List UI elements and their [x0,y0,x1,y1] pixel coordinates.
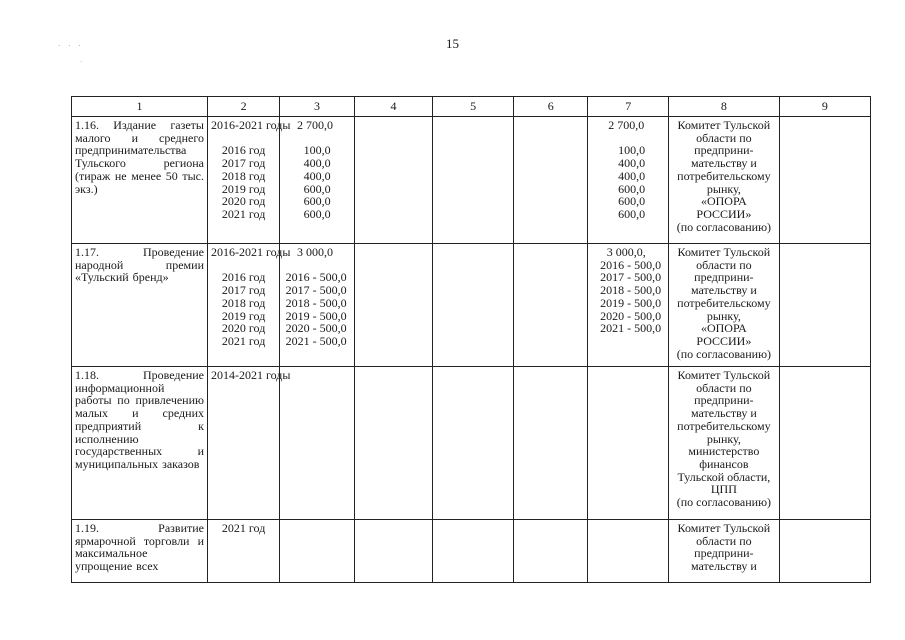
scan-artifact-mark: · [80,58,83,66]
empty-cell [433,520,514,583]
empty-cell [514,244,588,367]
responsible-parties: Комитет Тульской области по предприни- мательству и потребительскому рынку, министерство финансов Тульской области, ЦПП (по согласованию) [669,367,780,520]
empty-cell [354,117,433,244]
empty-cell [280,367,354,520]
measure-description: 1.17. Проведение народной премии «Тульский бренд» [72,244,208,367]
empty-cell [354,520,433,583]
empty-cell [588,367,669,520]
empty-cell [588,520,669,583]
scan-artifact-marks: · · · [58,42,84,50]
empty-cell [514,520,588,583]
empty-cell [779,117,870,244]
column-header: 9 [779,97,870,117]
measure-description: 1.16. Издание газеты малого и среднего предпринимательства Тульского региона (тираж не менее 50 тыс. экз.) [72,117,208,244]
table-row [72,244,871,367]
page-number: 15 [446,36,459,51]
table-row [72,367,871,520]
funding-total-column-3: 2 700,0 100,0 400,0 400,0 600,0 600,0 600,0 [280,117,354,244]
empty-cell [779,520,870,583]
funding-column-7: 3 000,0, 2016 - 500,0 2017 - 500,0 2018 - 500,0 2019 - 500,0 2020 - 500,0 2021 - 500,0 [588,244,669,367]
column-header: 6 [514,97,588,117]
empty-cell [433,244,514,367]
column-header: 5 [433,97,514,117]
empty-cell [433,367,514,520]
table-row [72,520,871,583]
responsible-parties: Комитет Тульской области по предприни- мательству и [669,520,780,583]
funding-total-column-3: 3 000,0 2016 - 500,0 2017 - 500,0 2018 - 500,0 2019 - 500,0 2020 - 500,0 2021 - 500,0 [280,244,354,367]
column-header: 2 [208,97,280,117]
measure-period: 2016-2021 годы 2016 год 2017 год 2018 год 2019 год 2020 год 2021 год [208,244,280,367]
column-header: 8 [669,97,780,117]
measure-description: 1.19. Развитие ярмарочной торговли и максимальное упрощение всех [72,520,208,583]
measure-description: 1.18. Проведение информационной работы по привлечению малых и средних предприятий к исполнению государственных и муниципальных заказов [72,367,208,520]
responsible-parties: Комитет Тульской области по предприни- мательству и потребительскому рынку, «ОПОРА РОССИИ» (по согласованию) [669,244,780,367]
empty-cell [779,244,870,367]
funding-column-7: 2 700,0 100,0 400,0 400,0 600,0 600,0 600,0 [588,117,669,244]
column-header: 1 [72,97,208,117]
measure-period: 2014-2021 годы [208,367,280,520]
measure-period: 2021 год [208,520,280,583]
empty-cell [354,244,433,367]
column-header: 3 [280,97,354,117]
table-header-row [72,97,871,117]
column-header: 7 [588,97,669,117]
empty-cell [354,367,433,520]
empty-cell [280,520,354,583]
table-row [72,117,871,244]
responsible-parties: Комитет Тульской области по предприни- мательству и потребительскому рынку, «ОПОРА РОССИИ» (по согласованию) [669,117,780,244]
measure-period: 2016-2021 годы 2016 год 2017 год 2018 год 2019 год 2020 год 2021 год [208,117,280,244]
empty-cell [514,117,588,244]
column-header: 4 [354,97,433,117]
program-measures-table [71,96,871,583]
empty-cell [514,367,588,520]
empty-cell [779,367,870,520]
empty-cell [433,117,514,244]
